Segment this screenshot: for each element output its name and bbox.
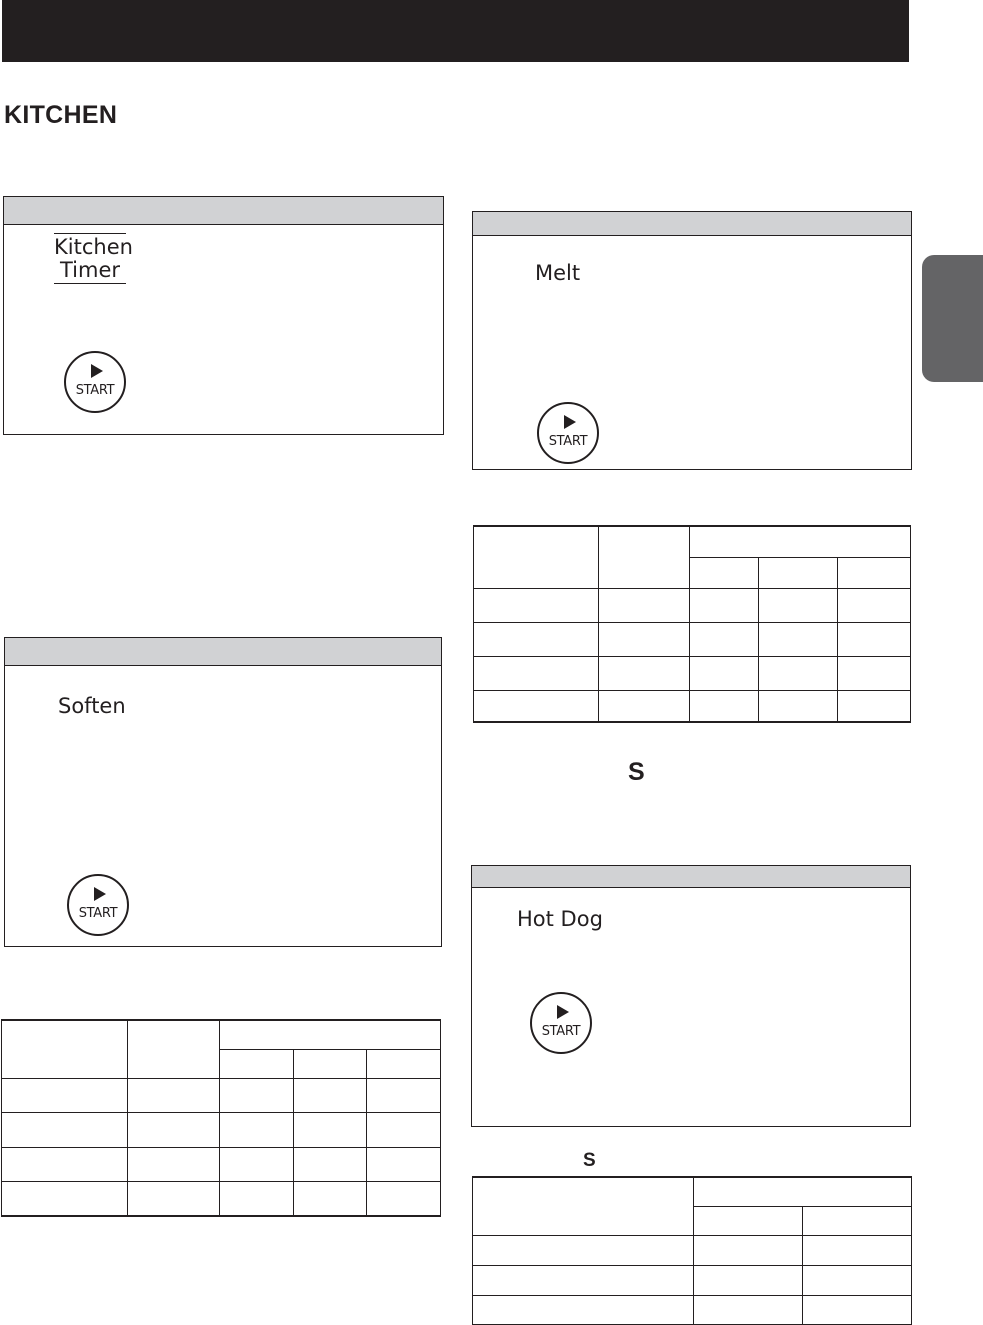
hot-dog-key[interactable]: Hot Dog (517, 907, 603, 931)
table-cell (294, 1078, 367, 1112)
table-cell (473, 1177, 694, 1235)
table-cell (598, 588, 690, 622)
table-cell (127, 1147, 220, 1181)
melt-table (473, 525, 911, 723)
panel-header (473, 212, 911, 236)
table-cell (220, 1112, 294, 1147)
table-cell (838, 690, 911, 722)
table-cell (474, 656, 599, 690)
table-row (474, 588, 911, 622)
table-cell (127, 1112, 220, 1147)
play-icon (91, 364, 103, 378)
section-title: KITCHEN (4, 101, 118, 129)
soften-table (1, 1019, 441, 1217)
table-cell (690, 588, 759, 622)
kitchen-timer-key[interactable] (54, 233, 133, 284)
table-cell (694, 1177, 912, 1206)
table-cell (838, 656, 911, 690)
table-cell (220, 1049, 294, 1078)
play-icon (557, 1005, 569, 1019)
hot-dog-panel (471, 865, 911, 1127)
table-cell (694, 1206, 803, 1235)
table-cell (294, 1049, 367, 1078)
table-cell (367, 1112, 441, 1147)
table-cell (220, 1181, 294, 1216)
table-row (473, 1177, 912, 1206)
table-cell (598, 690, 690, 722)
table-cell (690, 690, 759, 722)
kitchen-timer-key-line1: Kitchen (54, 235, 133, 259)
table-row (473, 1295, 912, 1325)
start-button[interactable] (537, 402, 599, 464)
table-cell (2, 1020, 128, 1078)
table-cell (694, 1295, 803, 1325)
table-cell (473, 1235, 694, 1265)
melt-note-mark: S (628, 758, 645, 786)
table-cell (474, 690, 599, 722)
table-row (2, 1112, 441, 1147)
table-cell (367, 1078, 441, 1112)
table-cell (220, 1020, 441, 1049)
start-button[interactable] (67, 874, 129, 936)
table-cell (690, 526, 911, 557)
table-cell (127, 1181, 220, 1216)
table-cell (220, 1147, 294, 1181)
table-cell (690, 656, 759, 690)
table-cell (690, 557, 759, 588)
soften-panel (4, 637, 442, 947)
kitchen-timer-key-line2: Timer (59, 258, 121, 282)
melt-key[interactable]: Melt (535, 261, 581, 285)
kitchen-timer-panel (3, 196, 444, 435)
table-cell (2, 1078, 128, 1112)
table-cell (598, 622, 690, 656)
table-cell (367, 1049, 441, 1078)
table-cell (759, 557, 838, 588)
table-cell (367, 1147, 441, 1181)
panel-header (5, 638, 441, 666)
table-cell (294, 1147, 367, 1181)
table-cell (2, 1181, 128, 1216)
table-cell (759, 622, 838, 656)
table-cell (2, 1112, 128, 1147)
table-row (2, 1181, 441, 1216)
table-cell (803, 1295, 912, 1325)
table-row (473, 1265, 912, 1295)
side-tab (922, 255, 983, 382)
table-cell (294, 1181, 367, 1216)
table-row (2, 1020, 441, 1049)
start-button[interactable] (530, 992, 592, 1054)
table-cell (694, 1265, 803, 1295)
table-cell (474, 526, 599, 588)
table-cell (474, 588, 599, 622)
soften-key[interactable]: Soften (58, 694, 126, 718)
table-cell (694, 1235, 803, 1265)
table-row (2, 1078, 441, 1112)
play-icon (94, 887, 106, 901)
table-cell (803, 1206, 912, 1235)
table-cell (127, 1020, 220, 1078)
table-cell (759, 690, 838, 722)
table-cell (598, 526, 690, 588)
start-button[interactable] (64, 351, 126, 413)
header-bar (2, 0, 909, 62)
table-cell (803, 1235, 912, 1265)
start-label: START (75, 383, 115, 398)
table-cell (127, 1078, 220, 1112)
hot-dog-table (472, 1176, 912, 1325)
table-cell (803, 1265, 912, 1295)
table-row (474, 622, 911, 656)
panel-header (472, 866, 910, 888)
table-row (474, 526, 911, 557)
table-cell (367, 1181, 441, 1216)
table-row (474, 690, 911, 722)
table-cell (2, 1147, 128, 1181)
table-cell (220, 1078, 294, 1112)
table-cell (473, 1295, 694, 1325)
table-cell (294, 1112, 367, 1147)
table-cell (474, 622, 599, 656)
table-cell (838, 588, 911, 622)
start-label: START (548, 434, 588, 449)
melt-panel (472, 211, 912, 470)
play-icon (564, 415, 576, 429)
start-label: START (78, 906, 118, 921)
table-cell (838, 557, 911, 588)
panel-header (4, 197, 443, 225)
table-cell (759, 656, 838, 690)
table-cell (473, 1265, 694, 1295)
start-label: START (541, 1024, 581, 1039)
table-cell (690, 622, 759, 656)
table-row (2, 1147, 441, 1181)
hot-dog-note-mark: S (583, 1150, 596, 1171)
table-cell (598, 656, 690, 690)
table-cell (759, 588, 838, 622)
table-cell (838, 622, 911, 656)
table-row (473, 1235, 912, 1265)
table-row (474, 656, 911, 690)
